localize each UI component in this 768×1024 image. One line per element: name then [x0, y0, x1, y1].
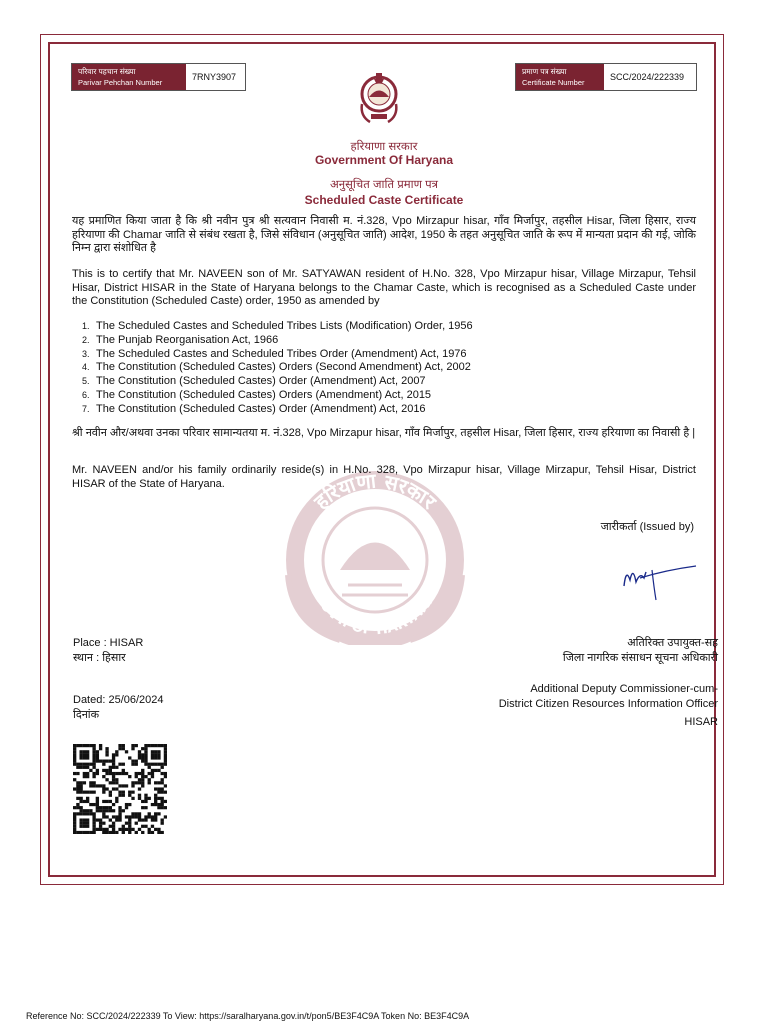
place-en: Place : HISAR [73, 637, 144, 649]
family-id-label-hi: परिवार पहचान संख्या [78, 67, 136, 76]
haryana-emblem-icon [356, 70, 402, 130]
issued-by-label: जारीकर्ता (Issued by) [600, 521, 694, 533]
footer-reference: Reference No: SCC/2024/222339 To View: https://saralharyana.gov.in/t/pon5/BE3F4C9A Token No: BE3F4C9A [26, 1011, 470, 1021]
act-item: The Constitution (Scheduled Castes) Order (Amendment) Act, 2007 [96, 375, 426, 388]
act-item: The Constitution (Scheduled Castes) Orders (Amendment) Act, 2015 [96, 388, 432, 401]
certificate-text-hindi: यह प्रमाणित किया जाता है कि श्री नवीन पुत्र श्री सत्यवान निवासी म. नं.328, Vpo Mirzapur hisar, गाँव मिर्जापुर, तहसील Hisar, जिला हिसार, राज्य हरियाणा की Chamar जाति से संबंध रखता है, जिसे संविधान (अनुसूचित जाति) आदेश, 1950 के तहत अनुसूचित जाति के रूप में मान्यता प्रदान की गई, जोकि निम्न द्वारा संशोधित है [72, 215, 696, 254]
officer-hi-line2: जिला नागरिक संसाधन सूचना अधिकारी [562, 652, 718, 664]
govt-title: Government Of Haryana [314, 153, 454, 167]
officer-title-hindi [430, 636, 718, 666]
watermark-bottom-text: GOVT. OF HARYANA [310, 589, 440, 639]
residence-text: Mr. NAVEEN and/or his family ordinarily reside(s) in H.No. 328, Vpo Mirzapur hisar, Village Mirzapur, Tehsil Hisar, District HISAR of the State of Haryana. [72, 464, 696, 490]
list-item: 7. The Constitution (Scheduled Castes) Order (Amendment) Act, 2016 [82, 402, 426, 415]
list-item: 1. The Scheduled Castes and Scheduled Tribes Lists (Modification) Order, 1956 [82, 320, 473, 332]
family-id-label-en: Parivar Pehchan Number [78, 78, 163, 87]
list-item: 5. The Constitution (Scheduled Castes) Order (Amendment) Act, 2007 [82, 375, 426, 388]
dated [73, 693, 164, 723]
amendment-list [72, 320, 473, 417]
certificate-title: Scheduled Caste Certificate [304, 193, 464, 207]
signature [616, 558, 702, 604]
certificate-number-label-en: Certificate Number [522, 78, 585, 87]
officer-en-line1: Additional Deputy Commissioner-cum- [530, 683, 718, 695]
officer-title [430, 682, 718, 730]
family-id-value: 7RNY3907 [186, 64, 242, 90]
officer-district: HISAR [684, 716, 718, 728]
act-item: The Scheduled Castes and Scheduled Tribes Lists (Modification) Order, 1956 [96, 320, 473, 332]
act-item: The Punjab Reorganisation Act, 1966 [96, 333, 279, 346]
govt-title-hindi: हरियाणा सरकार [350, 141, 418, 153]
place-hi: स्थान : हिसार [73, 652, 126, 664]
watermark-top-text: हरियाणा सरकार [309, 468, 441, 514]
list-item: 4. The Constitution (Scheduled Castes) Orders (Second Amendment) Act, 2002 [82, 361, 471, 374]
dated-en: Dated: 25/06/2024 [73, 694, 164, 706]
certificate-number-label [516, 64, 604, 90]
list-item: 6. The Constitution (Scheduled Castes) Orders (Amendment) Act, 2015 [82, 388, 432, 401]
family-id-label [72, 64, 186, 90]
certificate-text: This is to certify that Mr. NAVEEN son of Mr. SATYAWAN resident of H.No. 328, Vpo Mirzapur hisar, Village Mirzapur, Tehsil Hisar, District HISAR in the State of Haryana belongs to the Chamar Caste, which is recognised as a Scheduled Caste under the Constitution (Scheduled Caste) order, 1950 as amended by [72, 268, 696, 307]
residence-text-hindi: श्री नवीन और/अथवा उनका परिवार सामान्यतया म. नं.328, Vpo Mirzapur hisar, गाँव मिर्जापुर, तहसील Hisar, जिला हिसार, राज्य हरियाणा का निवासी है | [72, 427, 696, 439]
dated-hi: दिनांक [73, 709, 100, 721]
act-item: The Scheduled Castes and Scheduled Tribes Order (Amendment) Act, 1976 [96, 347, 467, 360]
list-item: 3. The Scheduled Castes and Scheduled Tribes Order (Amendment) Act, 1976 [82, 347, 467, 360]
place [73, 636, 143, 666]
certificate-number-value: SCC/2024/222339 [604, 64, 690, 90]
officer-hi-line1: अतिरिक्त उपायुक्त-सह [627, 637, 718, 649]
family-id-box [71, 63, 246, 91]
certificate-number-box [515, 63, 697, 91]
certificate-number-label-hi: प्रमाण पत्र संख्या [522, 67, 567, 76]
list-item: 2. The Punjab Reorganisation Act, 1966 [82, 333, 279, 346]
qr-code [73, 744, 167, 834]
officer-en-line2: District Citizen Resources Information Officer [498, 698, 718, 710]
act-item: The Constitution (Scheduled Castes) Orders (Second Amendment) Act, 2002 [96, 361, 471, 374]
certificate-title-hindi: अनुसूचित जाति प्रमाण पत्र [329, 179, 438, 191]
act-item: The Constitution (Scheduled Castes) Order (Amendment) Act, 2016 [96, 402, 426, 415]
